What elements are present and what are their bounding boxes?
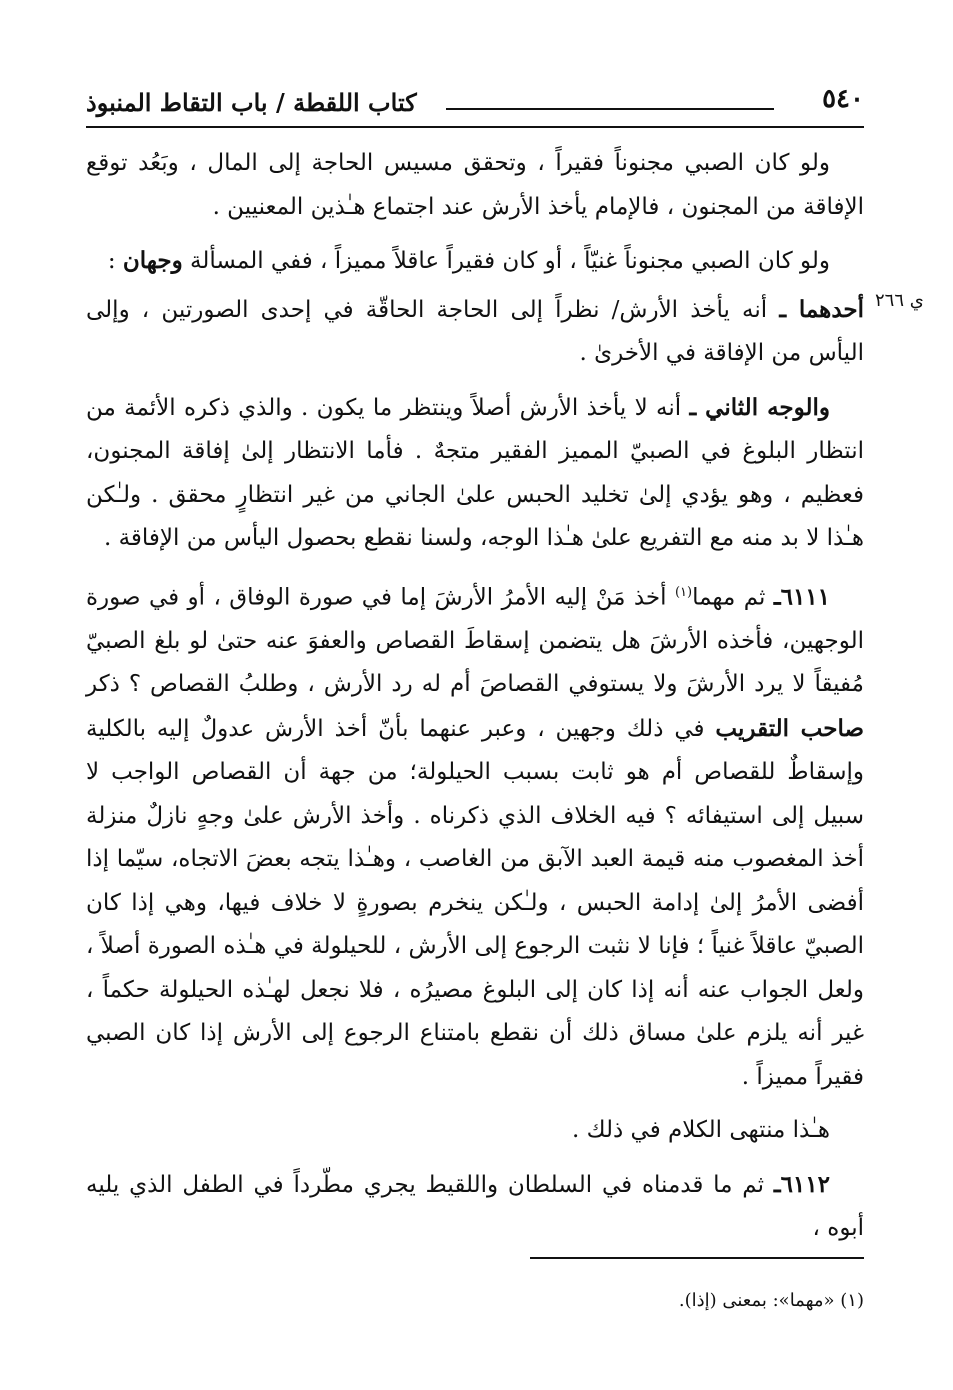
header-dash-line — [446, 108, 774, 110]
paragraph-1-text: ولو كان الصبي مجنوناً فقيراً ، وتحقق مسيس الحاجة إلى المال ، وبَعُد توقع الإفاقة من المجنون ، فالإمام يأخذ الأرش عند اجتماع هـٰذين المعنيين . — [86, 150, 864, 220]
paragraph-4 — [86, 386, 864, 561]
paragraph-2-bold: وجهان — [122, 247, 183, 274]
footnote: (١) «مهما»: بمعنى (إذا). — [678, 1290, 864, 1311]
paragraph-3-heading: أحدهما ـ — [779, 295, 864, 323]
paragraph-1 — [86, 142, 864, 229]
footnote-marker: (١) — [674, 584, 693, 600]
paragraph-5-rest: في ذلك وجهين ، وعبر عنهما بأنّ أخذ الأرش عدولٌ إليه بالكلية وإسقاطٌ للقصاص أم هو ثابت بسبب الحيلولة؛ من جهة أن القصاص الواجب لا سبيل إلى استيفائه ؟ فيه الخلاف الذي ذكرناه . وأخذ الأرش علىٰ وجهٍ نازلٌ منزلة أخذ المغصوب منه قيمة العبد الآبق من الغاصب ، وهـٰذا يتجه بعضَ الاتجاه، سيّما إذا أفضى الأمرُ إلىٰ إدامة الحبس ، ولـٰكن ينخرم بصورةٍ لا خلاف فيها، وهي إذا كان الصبيّ عاقلاً غنياً ؛ فإنا لا نثبت الرجوع إلى الأرش ، للحيلولة في هـٰذه الصورة أصلاً ، ولعل الجواب عنه أنه إذا كان إلى البلوغ مصيرُه ، فلا نجعل لهـٰذه الحيلولة حكماً ، غير أنه يلزم علىٰ مساق ذلك أن نقطع بامتناع الرجوع إلى الأرش إذا كان الصبي فقيراً مميزاً . — [86, 715, 864, 1090]
paragraph-3-text: أنه يأخذ الأرش/ نظراً إلى الحاجة الحاقّة في إحدى الصورتين ، وإلى اليأس من الإفاقة في الأخرىٰ . — [86, 296, 864, 366]
footnote-rule — [530, 1257, 864, 1259]
paragraph-4-text: أنه لا يأخذ الأرش أصلاً وينتظر ما يكون . والذي ذكره الأئمة من انتظار البلوغ في الصبيّ المميز الفقير متجهٌ . فأما الانتظار إلىٰ إفاقة المجنون، فعظيم ، وهو يؤدي إلىٰ تخليد الحبس علىٰ الجاني من غير انتظارٍ محقق . ولـٰكن هـٰذا لا بد منه مع التفريع علىٰ هـٰذا الوجه، ولسنا نقطع بحصول اليأس من الإفاقة . — [86, 394, 864, 551]
paragraph-5-number: ٦١١١ـ — [773, 583, 831, 611]
header-rule — [86, 126, 864, 128]
paragraph-3 — [86, 288, 864, 376]
paragraph-5-lead: ثم مهما — [692, 584, 774, 611]
paragraph-6 — [86, 1109, 864, 1153]
paragraph-5 — [86, 571, 864, 1100]
running-header — [86, 82, 864, 128]
paragraph-5-text: أخذ مَنْ إليه الأمرُ الأرشَ إما في صورة الوفاق ، أو في صورة الوجهين، فأخذه الأرشَ هل يتضمن إسقاطَ القصاص والعفوَ عنه حتىٰ لو بلغ الصبيّ مُفيقاً لا يرد الأرشَ ولا يستوفي القصاصَ أم له رد الأرش ، وطلبُ القصاص ؟ ذكر — [86, 584, 864, 698]
paragraph-7 — [86, 1163, 864, 1251]
paragraph-2 — [86, 239, 864, 284]
paragraph-7-text: ثم ما قدمناه في السلطان واللقيط يجري مطّرداً في الطفل الذي يليه أبوه ، — [86, 1171, 864, 1242]
paragraph-4-heading: والوجه الثاني ـ — [689, 393, 831, 421]
paragraph-7-number: ٦١١٢ـ — [773, 1170, 830, 1198]
paragraph-5-bold: صاحب التقريب — [715, 714, 864, 742]
main-text — [86, 142, 864, 1261]
paragraph-2-end: : — [107, 248, 123, 274]
paragraph-6-text: هـٰذا منتهى الكلام في ذلك . — [571, 1117, 830, 1144]
paragraph-2-text: ولو كان الصبي مجنوناً غنيّاً ، أو كان فقيراً عاقلاً مميزاً ، ففي المسألة — [182, 248, 830, 274]
page-number: ٥٤٠ — [814, 84, 864, 114]
margin-page-reference: ي ٢٦٦ — [875, 290, 924, 311]
chapter-title: كتاب اللقطة / باب التقاط المنبوذ — [86, 88, 427, 117]
